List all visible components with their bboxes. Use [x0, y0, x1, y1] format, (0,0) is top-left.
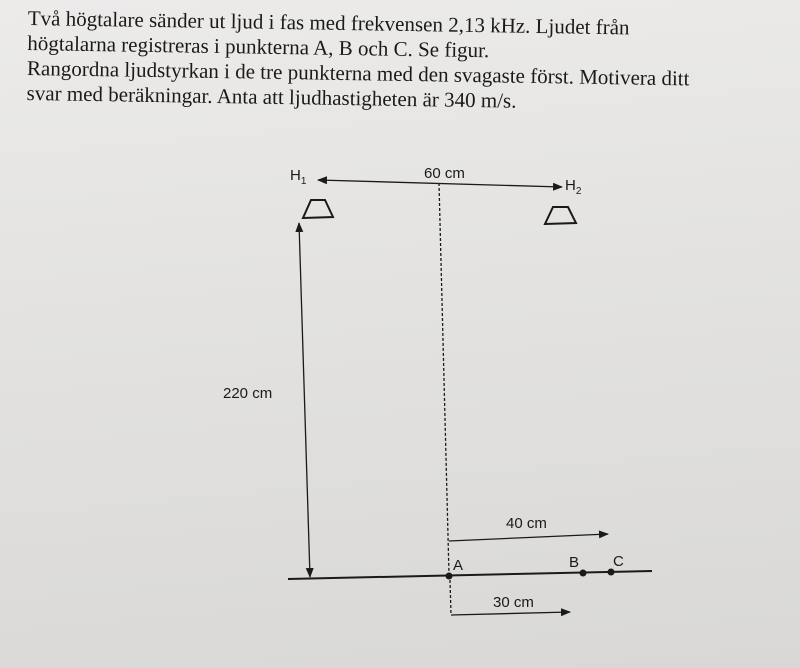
speaker-h1-icon: [303, 200, 333, 218]
point-a-marker: [446, 573, 453, 580]
vertical-distance-label: 220 cm: [223, 385, 273, 402]
distance-30cm-arrow: [451, 612, 570, 615]
distance-30cm-label: 30 cm: [493, 594, 534, 611]
problem-line-4: svar med beräkningar. Anta att ljudhastigheten är 340 m/s.: [26, 80, 517, 113]
measurement-line: [288, 571, 652, 579]
problem-line-2: högtalarna registreras i punkterna A, B och C. Se figur.: [27, 30, 490, 63]
problem-line-3: Rangordna ljudstyrkan i de tre punkterna med den svagaste först. Motivera ditt: [26, 55, 690, 91]
center-dashed-line: [439, 183, 449, 575]
point-b-marker: [580, 570, 587, 577]
speaker-h2-label: $H_2$: [565, 177, 582, 197]
distance-40cm-arrow: [449, 534, 608, 541]
problem-line-1: Två högtalare sänder ut ljud i fas med frekvensen 2,13 kHz. Ljudet från: [27, 6, 630, 40]
vertical-distance-arrow: [299, 223, 310, 577]
distance-40cm-label: 40 cm: [506, 515, 547, 532]
speaker-h2-icon: [545, 207, 576, 224]
point-a-label: A: [453, 557, 464, 574]
speaker-h1-label: $H_1$: [290, 167, 307, 187]
dashed-tick-a: [450, 580, 451, 614]
speaker-distance-label: 60 cm: [424, 165, 465, 182]
point-b-label: B: [569, 554, 580, 571]
point-c-label: C: [613, 553, 624, 570]
